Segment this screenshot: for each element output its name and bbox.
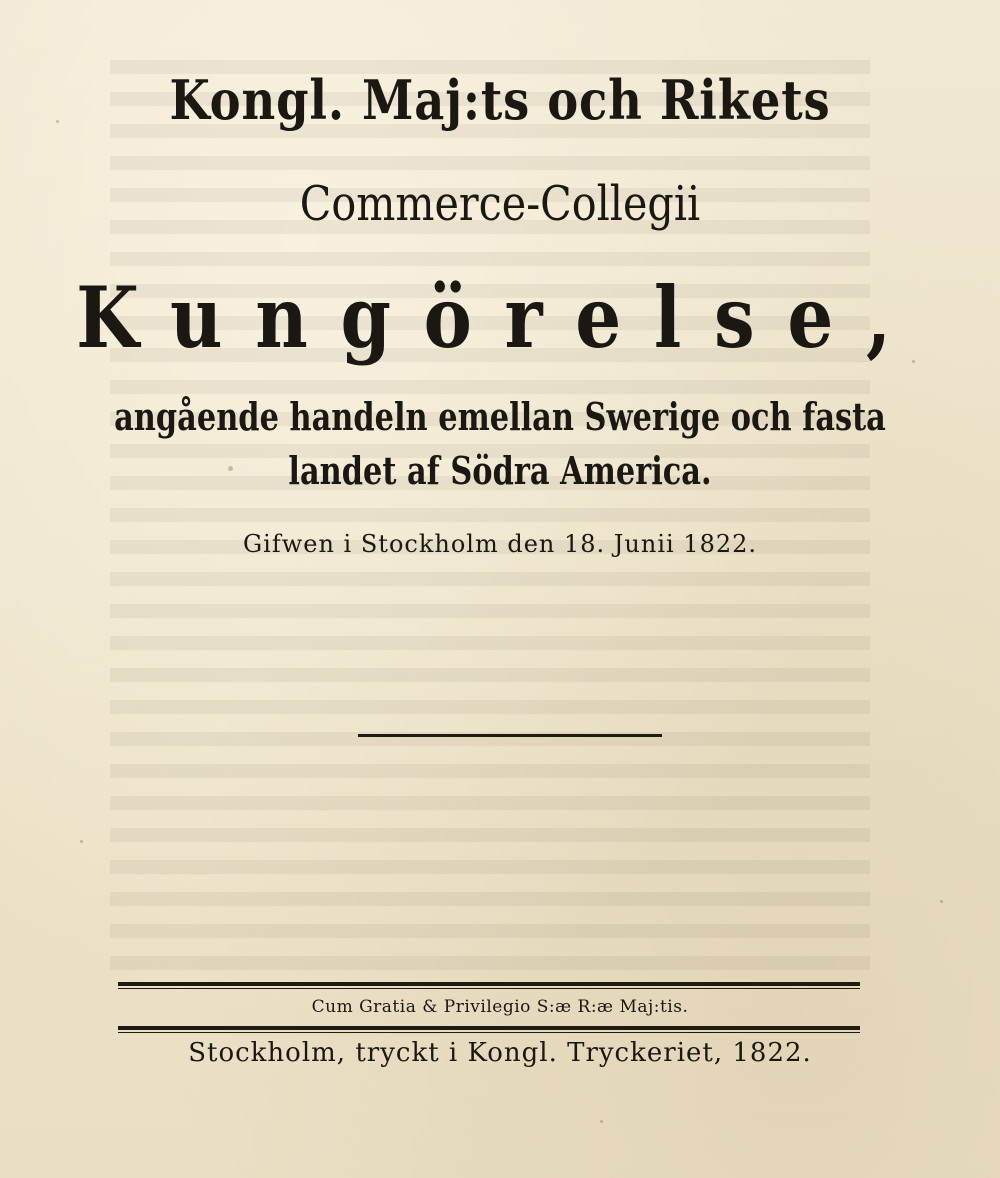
title-line-3: Kungörelse, — [76, 268, 924, 367]
dateline: Gifwen i Stockholm den 18. Junii 1822. — [242, 530, 758, 558]
upper-border-rule-thin — [118, 988, 860, 989]
subject-line-1: angående handeln emellan Swerige och fasta — [114, 394, 886, 439]
lower-border-rule-thin — [118, 1032, 860, 1033]
subject-line-2: landet af Södra America. — [288, 448, 712, 493]
title-line-1: Kongl. Maj:ts och Rikets — [169, 68, 831, 132]
imprint-line: Stockholm, tryckt i Kongl. Tryckeriet, 1822. — [188, 1038, 812, 1068]
paper-speck — [940, 900, 943, 903]
paper-speck — [600, 1120, 603, 1123]
paper-speck — [56, 120, 59, 123]
privilege-line: Cum Gratia & Privilegio S:æ R:æ Maj:tis. — [311, 997, 689, 1017]
upper-border-rule — [118, 982, 860, 986]
ornamental-rule — [358, 734, 662, 737]
paper-speck — [80, 840, 83, 843]
title-line-2: Commerce-Collegii — [299, 176, 701, 232]
lower-border-rule — [118, 1026, 860, 1030]
